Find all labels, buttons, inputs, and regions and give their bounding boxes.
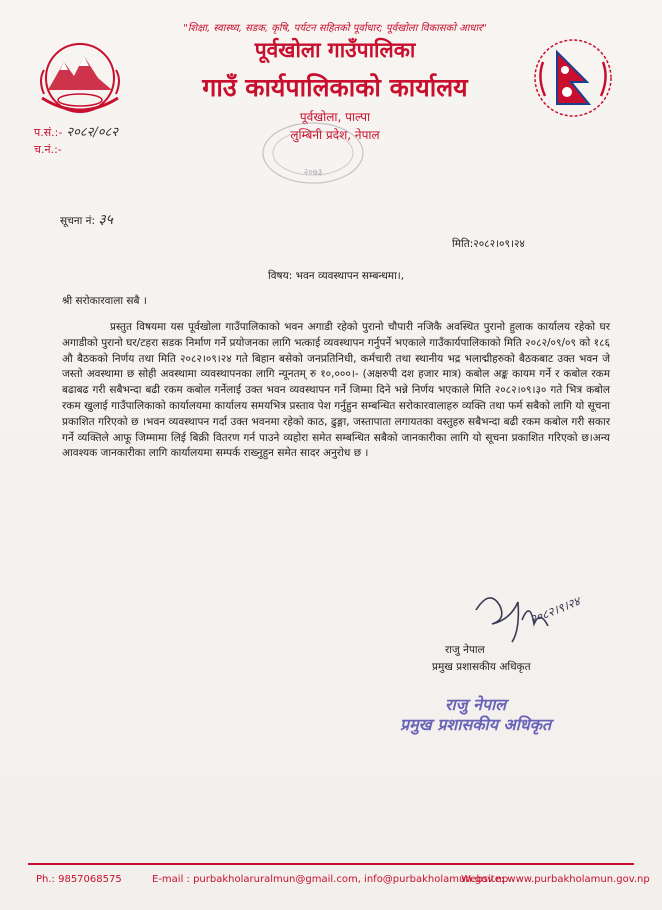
footer-divider (28, 863, 634, 865)
footer-email: E-mail : purbakholaruralmun@gmail.com, info@purbakholamun.gov.np (152, 874, 509, 885)
address-line-2: लुम्बिनी प्रदेश, नेपाल (290, 128, 380, 142)
municipality-name: पूर्वखोला गाउँपालिका (254, 38, 416, 62)
ps-label: प.सं.:- (34, 126, 63, 139)
dispatch-number (34, 142, 62, 157)
nepal-emblem-logo (34, 40, 126, 120)
signatory-name: राजु नेपाल (445, 644, 485, 656)
office-round-seal (258, 118, 368, 188)
address-line-1: पूर्वखोला, पाल्पा (299, 110, 371, 124)
reference-number (34, 122, 118, 140)
notice-number: ३५ (98, 212, 113, 228)
notice-number-line (60, 210, 113, 229)
notice-body: प्रस्तुत विषयमा यस पूर्वखोला गाउँपालिकाको भवन अगाडी रहेको पुरानो चौपारी नजिकै अवस्थित पुरानो हुलाक कार्यालय रहेको घर अगाडीको पुरानो घर/टहरा सडक निर्माण गर्ने प्रयोजनका लागि भत्काई व्यवस्थापन गर्नुपर्ने भएकाले गाउँकार्यपालिकाको मिति २०८२/०९/०९ को १८६ औ बैठकको निर्णय तथा मिति २०८२।०९।२४ गते बिहान बसेको जनप्रतिनिधी, कर्मचारी तथा स्थानीय भद्र भलाद्मीहरुको बैठकबाट उक्त भवन जे जस्तो अवस्थामा छ सोही अवस्थामा व्यवस्थापनका लागि न्यूनतम् रु १०,०००।- (अक्षरुपी दश हजार मात्र) कबोल अङ्क कायम गर्ने र कबोल रकम बढाबढ गरी सबैभन्दा बढी रकम कबोल गर्नेलाई उक्त भवन व्यवस्थापन गर्ने जिम्मा दिने भन्ने निर्णय भएकाले मिति २०८२।०९।३० गते भित्र कबोल रकम खुलाई गाउँपालिकाको कार्यालयमा कार्यालय समयभित्र प्रस्ताव पेश गर्नुहुन सम्बन्धित सरोकारवालाहरु व्यक्ति तथा फर्म सबैको लागि यो सूचना प्रकाशित गरिएको छ ।भवन व्यवस्थापन गर्दा उक्त भवनमा रहेको काठ, ढुङ्गा, जस्तापाता लगायतका वस्तुहरु सबैभन्दा बढी रकम कबोल गरी सकार गर्ने व्यक्तिले आफू जिम्मामा लिई बिक्री वितरण गर्न पाउने व्यहोरा समेत सम्बन्धित सबैको जानकारीका लागि यो सूचना प्रकाशित गरिएको छ।अन्य आवश्यक जानकारीका लागि कार्यालयमा सम्पर्क राख्नुहुन समेत सादर अनुरोध छ । (62, 321, 610, 460)
handwritten-signature (470, 580, 620, 650)
seal-year: २०७३ (303, 168, 323, 178)
official-stamp-title: प्रमुख प्रशासकीय अधिकृत (400, 715, 552, 734)
official-stamp-name: राजु नेपाल (445, 695, 507, 714)
notice-date: मिति:२०८२।०९।२४ (452, 238, 525, 250)
notice-label: सूचना नं: (60, 215, 96, 227)
cn-label: च.नं.:- (34, 143, 62, 156)
notice-salutation: श्री सरोकारवाला सबै । (62, 295, 147, 307)
footer-website: Website: www.purbakholamun.gov.np (461, 874, 650, 885)
signatory-title: प्रमुख प्रशासकीय अधिकृत (432, 661, 531, 673)
office-name: गाउँ कार्यपालिकाको कार्यालय (202, 73, 468, 102)
notice-subject: विषय: भवन व्यवस्थापन सम्बन्धमा।, (268, 270, 405, 282)
signature-date: २०८२।९।२४ (527, 594, 583, 627)
ps-value: २०८२/०८२ (66, 125, 119, 140)
office-motto: "शिक्षा, स्वास्थ्य, सडक, कृषि, पर्यटन सहितको पूर्वाधार; पूर्वखोला विकासको आधार" (183, 23, 487, 34)
nepal-flag-logo (527, 34, 619, 122)
footer-phone: Ph.: 9857068575 (36, 874, 122, 885)
